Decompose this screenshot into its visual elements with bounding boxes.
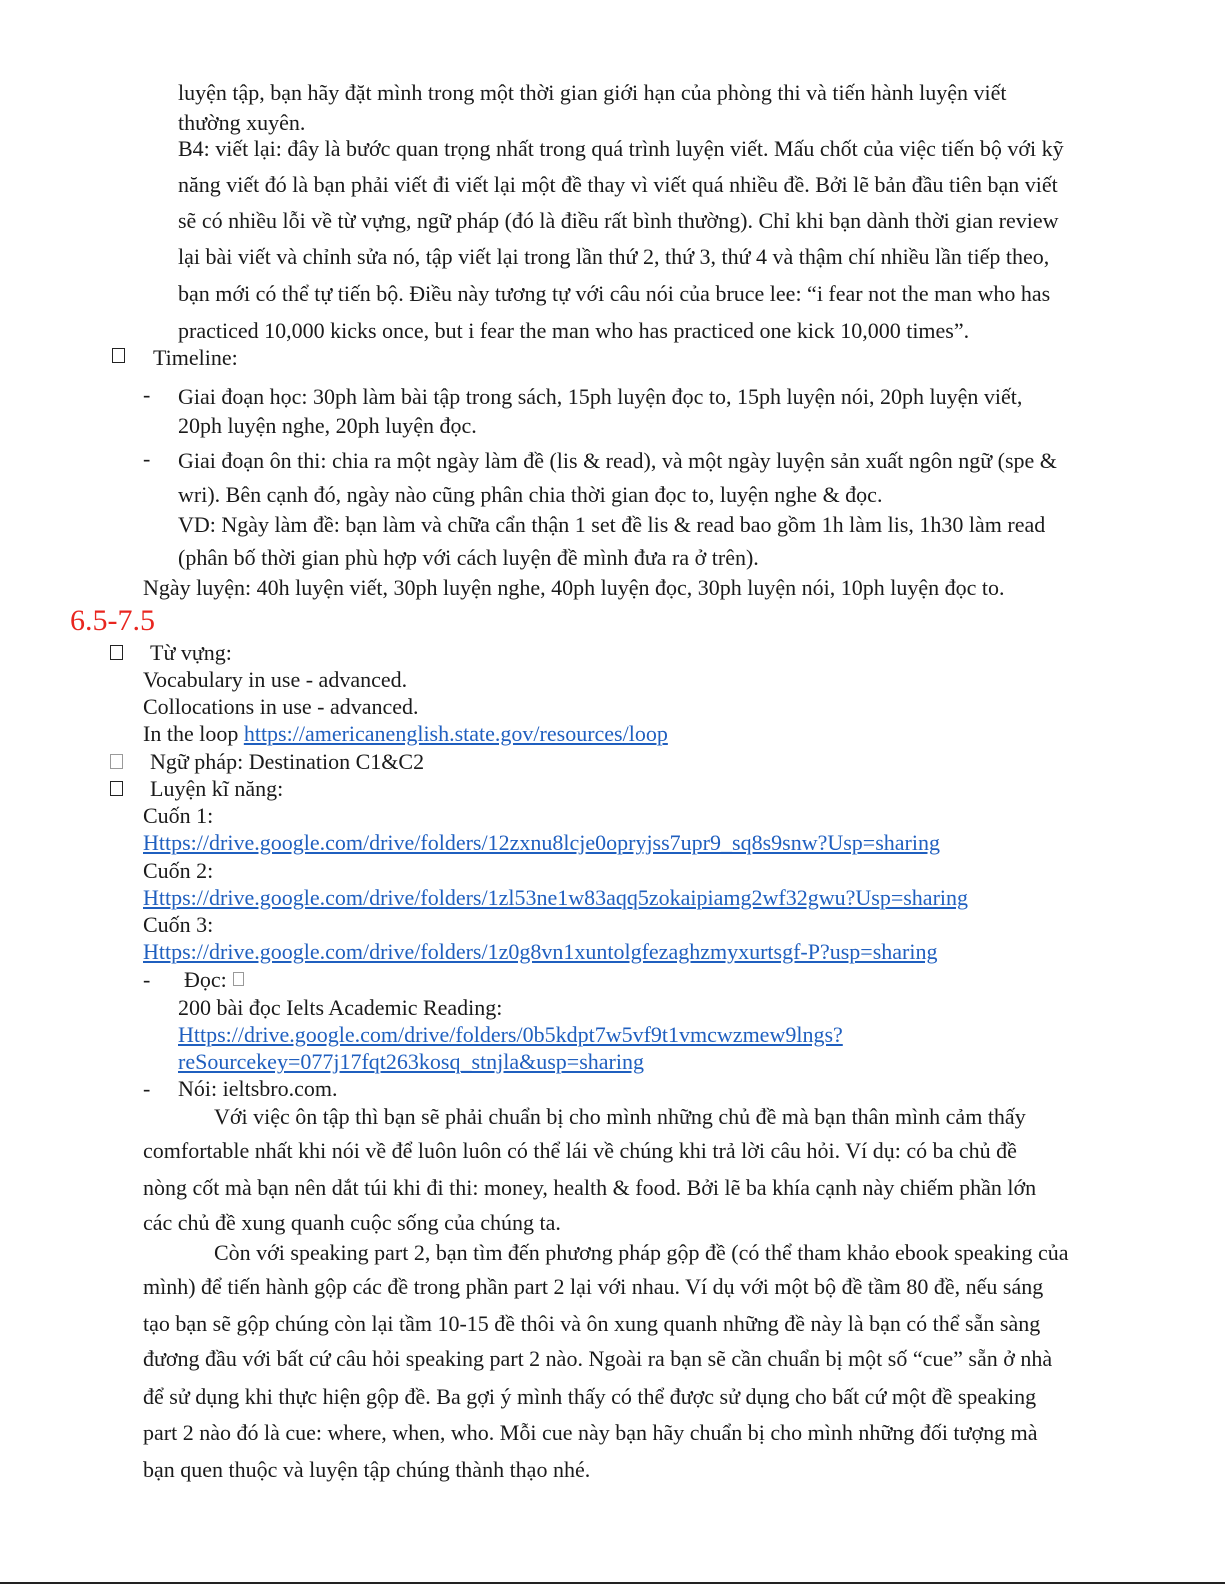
section-heading: 6.5-7.5	[70, 604, 155, 637]
timeline-study-line: Giai đoạn học: 30ph làm bài tập trong sách, 15ph luyện đọc to, 15ph luyện nói, 20ph luyện viết,	[178, 384, 1023, 409]
skills-label: Luyện kĩ năng:	[150, 776, 284, 801]
book-link[interactable]: Https://drive.google.com/drive/folders/1zl53ne1w83aqq5zokaipiamg2wf32gwu?Usp=sharing	[143, 885, 969, 910]
reading-link[interactable]: reSourcekey=077j17fqt263kosq_stnjla&usp=sharing	[178, 1049, 644, 1074]
speaking-para-line: comfortable nhất khi nói về để luôn luôn có thể lái về chúng khi trả lời câu hỏi. Ví dụ: có ba chủ đề	[143, 1138, 1017, 1163]
b4-line: B4: viết lại: đây là bước quan trọng nhất trong quá trình luyện viết. Mấu chốt của việc tiến bộ với kỹ	[178, 136, 1064, 161]
book-name: Cuốn 1:	[143, 803, 214, 828]
practice-day: Ngày luyện: 40h luyện viết, 30ph luyện nghe, 40ph luyện đọc, 30ph luyện nói, 10ph luyện đọc to.	[143, 575, 1005, 600]
b4-line: practiced 10,000 kicks once, but i fear the man who has practiced one kick 10,000 times”.	[178, 318, 970, 343]
list-dash: -	[143, 967, 151, 992]
page-bottom-rule	[0, 1582, 1225, 1584]
checkbox-icon	[112, 348, 125, 363]
checkbox-icon	[110, 781, 123, 796]
reading-link[interactable]: Https://drive.google.com/drive/folders/0b5kdpt7w5vf9t1vmcwzmew9lngs?	[178, 1022, 843, 1047]
checkbox-icon	[110, 754, 123, 769]
speaking-para-line: Còn với speaking part 2, bạn tìm đến phương pháp gộp đề (có thể tham khảo ebook speaking của	[214, 1240, 1069, 1265]
grammar-line: Ngữ pháp: Destination C1&C2	[150, 749, 425, 774]
timeline-exam-line: Giai đoạn ôn thi: chia ra một ngày làm đề (lis & read), và một ngày luyện sản xuất ngôn ngữ (spe &	[178, 448, 1057, 473]
b4-line: lại bài viết và chỉnh sửa nó, tập viết lại trong lần thứ 2, thứ 3, thứ 4 và thậm chí nhiều lần tiếp theo,	[178, 244, 1050, 269]
loop-prefix: In the loop	[143, 721, 244, 746]
timeline-label: Timeline:	[153, 345, 238, 370]
speaking-para-line: Với việc ôn tập thì bạn sẽ phải chuẩn bị cho mình những chủ đề mà bạn thân mình cảm thấy	[214, 1104, 1026, 1129]
timeline-exam-line: wri). Bên cạnh đó, ngày nào cũng phân chia thời gian đọc to, luyện nghe & đọc.	[178, 482, 883, 507]
checkbox-icon	[233, 972, 244, 986]
speaking-para-line: đương đầu với bất cứ câu hỏi speaking part 2 nào. Ngoài ra bạn sẽ cần chuẩn bị một số “cue” sẵn ở nhà	[143, 1346, 1053, 1371]
speaking-para-line: part 2 nào đó là cue: where, when, who. Mỗi cue này bạn hãy chuẩn bị cho mình những đối tượng mà	[143, 1420, 1038, 1445]
reading-label: Đọc:	[184, 967, 227, 992]
speaking-para-line: bạn quen thuộc và luyện tập chúng thành thạo nhé.	[143, 1457, 591, 1482]
speaking-para-line: tạo bạn sẽ gộp chúng còn lại tầm 10-15 đề thôi và ôn xung quanh những đề này là bạn có thể sẵn sàng	[143, 1311, 1041, 1336]
timeline-study-line: 20ph luyện nghe, 20ph luyện đọc.	[178, 413, 477, 438]
book-name: Cuốn 3:	[143, 912, 214, 937]
reading-title: 200 bài đọc Ielts Academic Reading:	[178, 995, 503, 1020]
list-dash: -	[143, 382, 151, 407]
b4-line: sẽ có nhiều lỗi về từ vựng, ngữ pháp (đó là điều rất bình thường). Chỉ khi bạn dành thời gian review	[178, 208, 1059, 233]
timeline-exam-line: VD: Ngày làm đề: bạn làm và chữa cẩn thận 1 set đề lis & read bao gồm 1h làm lis, 1h30 làm read	[178, 512, 1046, 537]
checkbox-icon	[110, 645, 123, 660]
loop-line	[143, 721, 668, 746]
timeline-exam-line: (phân bố thời gian phù hợp với cách luyện đề mình đưa ra ở trên).	[178, 545, 759, 570]
vocab-label: Từ vựng:	[150, 640, 232, 665]
b4-line: năng viết đó là bạn phải viết đi viết lại một đề thay vì viết quá nhiều đề. Bởi lẽ bản đầu tiên bạn viết	[178, 172, 1058, 197]
list-dash: -	[143, 446, 151, 471]
speaking-para-line: mình) để tiến hành gộp các đề trong phần part 2 lại với nhau. Ví dụ với một bộ đề tầm 80 đề, nếu sáng	[143, 1274, 1044, 1299]
speaking-label: Nói: ieltsbro.com.	[178, 1076, 338, 1101]
book-link[interactable]: Https://drive.google.com/drive/folders/12zxnu8lcje0opryjss7upr9_sq8s9snw?Usp=sharing	[143, 830, 940, 855]
vocab-book: Vocabulary in use - advanced.	[143, 667, 408, 692]
speaking-para-line: các chủ đề xung quanh cuộc sống của chúng ta.	[143, 1210, 561, 1235]
list-dash: -	[143, 1076, 151, 1101]
vocab-book: Collocations in use - advanced.	[143, 694, 419, 719]
book-link[interactable]: Https://drive.google.com/drive/folders/1z0g8vn1xuntolgfezaghzmyxurtsgf-P?usp=sharing	[143, 939, 938, 964]
intro-line: thường xuyên.	[178, 110, 306, 135]
intro-line: luyện tập, bạn hãy đặt mình trong một thời gian giới hạn của phòng thi và tiến hành luyện viết	[178, 80, 1007, 105]
b4-line: bạn mới có thể tự tiến bộ. Điều này tương tự với câu nói của bruce lee: “i fear not the man who has	[178, 281, 1051, 306]
book-name: Cuốn 2:	[143, 858, 214, 883]
speaking-para-line: để sử dụng khi thực hiện gộp đề. Ba gợi ý mình thấy có thể được sử dụng cho bất cứ một đề speaking	[143, 1384, 1037, 1409]
loop-link[interactable]: https://americanenglish.state.gov/resources/loop	[243, 721, 668, 746]
speaking-para-line: nòng cốt mà bạn nên dắt túi khi đi thi: money, health & food. Bởi lẽ ba khía cạnh này chiếm phần lớn	[143, 1175, 1037, 1200]
